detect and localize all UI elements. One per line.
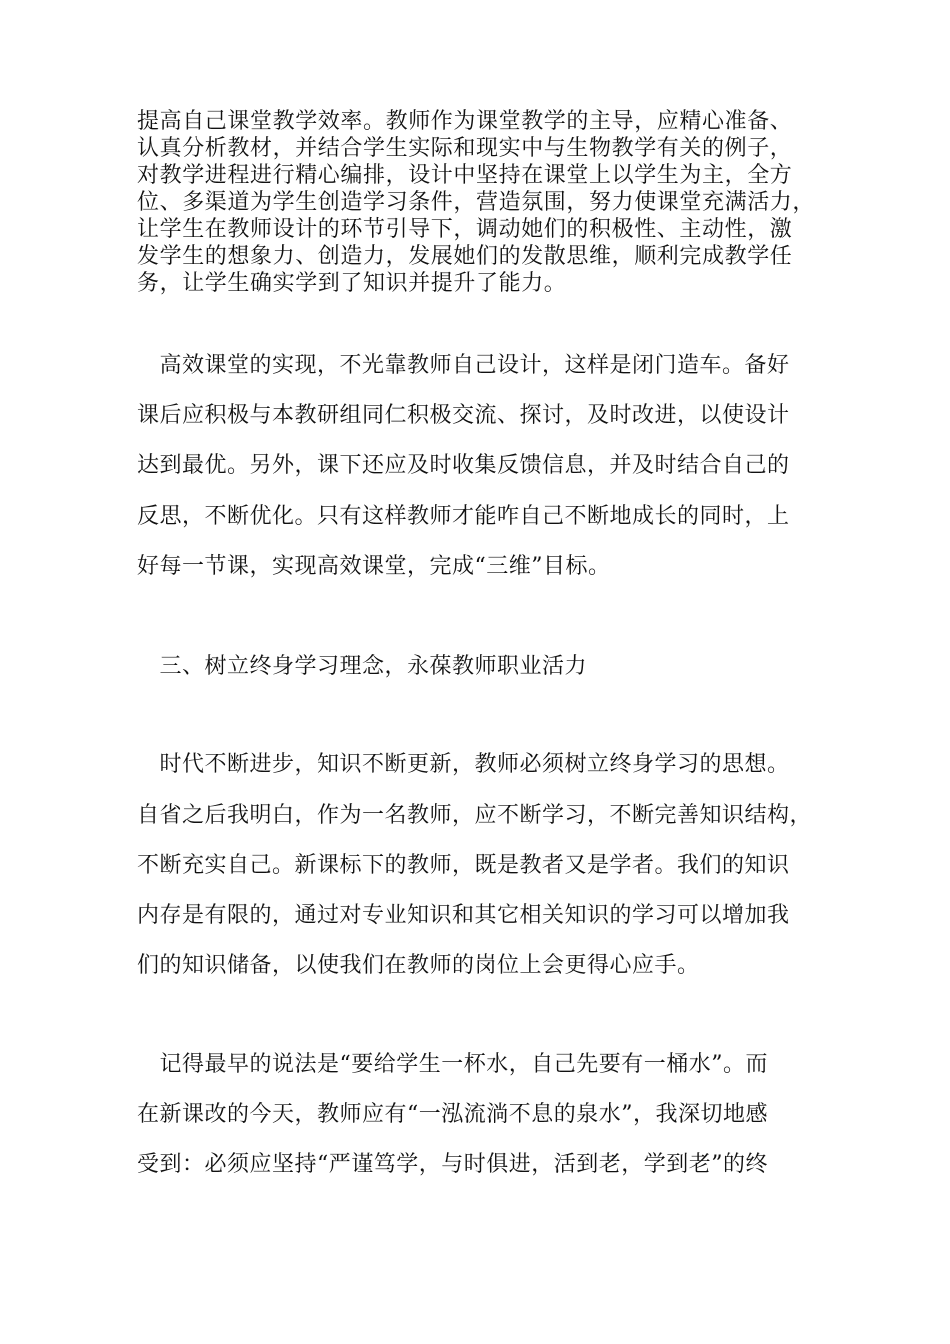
text-line: 达到最优。另外，课下还应及时收集反馈信息，并及时结合自己的 [137,453,790,478]
text-line: 认真分析教材，并结合学生实际和现实中与生物教学有关的例子， [137,136,793,161]
text-line: 内存是有限的，通过对专业知识和其它相关知识的学习可以增加我 [137,903,790,928]
text-line: 时代不断进步，知识不断更新，教师必须树立终身学习的思想。 [137,752,790,777]
text-line: 位、多渠道为学生创造学习条件，营造氛围，努力使课堂充满活力， [137,190,816,215]
text-line: 记得最早的说法是“要给学生一杯水，自己先要有一桶水”。而 [137,1052,768,1077]
text-line: 务，让学生确实学到了知识并提升了能力。 [137,271,567,296]
text-line: 对教学进程进行精心编排，设计中坚持在课堂上以学生为主，全方 [137,163,793,188]
text-line: 提高自己课堂教学效率。教师作为课堂教学的主导，应精心准备、 [137,109,793,134]
text-line: 好每一节课，实现高效课堂，完成“三维”目标。 [137,554,611,579]
text-line: 受到：必须应坚持“严谨笃学，与时俱进，活到老，学到老”的终 [137,1152,768,1177]
text-line: 反思，不断优化。只有这样教师才能咋自己不断地成长的同时，上 [137,504,790,529]
text-line: 高效课堂的实现，不光靠教师自己设计，这样是闭门造车。备好 [137,353,790,378]
heading-line: 三、树立终身学习理念，永葆教师职业活力 [137,654,588,679]
text-line: 们的知识储备，以使我们在教师的岗位上会更得心应手。 [137,953,700,978]
text-line: 不断充实自己。新课标下的教师，既是教者又是学者。我们的知识 [137,853,790,878]
text-line: 发学生的想象力、创造力，发展她们的发散思维，顺利完成教学任 [137,244,793,269]
text-line: 在新课改的今天，教师应有“一泓流淌不息的泉水”，我深切地感 [137,1102,768,1127]
text-line: 自省之后我明白，作为一名教师，应不断学习，不断完善知识结构， [137,803,813,828]
text-line: 课后应积极与本教研组同仁积极交流、探讨，及时改进，以使设计 [137,403,790,428]
text-line: 让学生在教师设计的环节引导下，调动她们的积极性、主动性，激 [137,217,793,242]
